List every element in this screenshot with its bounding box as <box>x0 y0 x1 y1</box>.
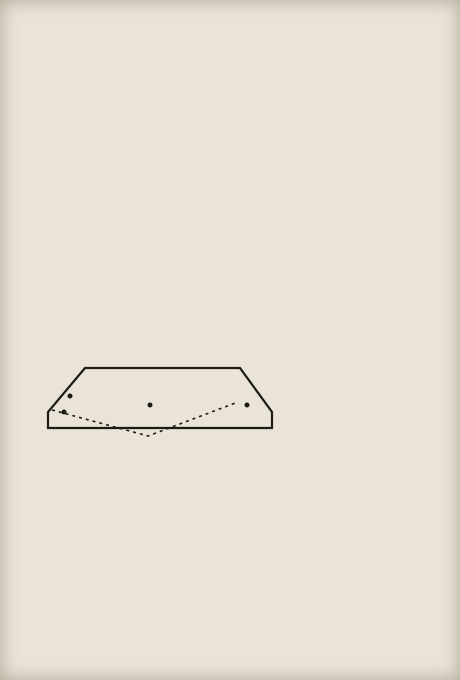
diagram-outline <box>48 368 272 428</box>
diagram-dot <box>68 394 73 399</box>
diagram-svg <box>40 350 280 460</box>
sewing-diagram <box>40 350 280 460</box>
diagram-dot <box>148 403 153 408</box>
diagram-dotted-line <box>52 402 238 436</box>
diagram-dot <box>62 410 67 415</box>
diagram-dot <box>245 403 250 408</box>
